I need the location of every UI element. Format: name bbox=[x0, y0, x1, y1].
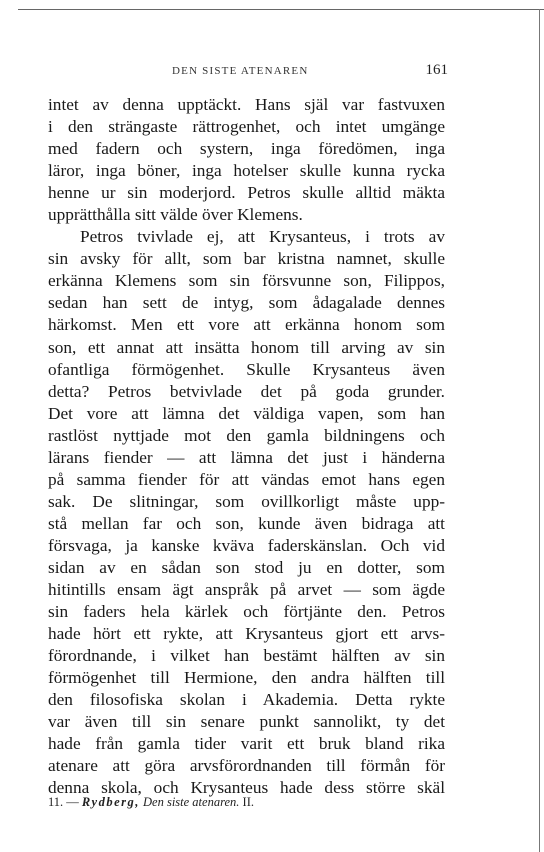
text-line: sidan av en sådan son stod ju en dotter, som bbox=[48, 557, 445, 577]
right-border-rule bbox=[539, 9, 540, 852]
text-line: stå mellan far och son, kunde även bidraga att bbox=[48, 513, 445, 533]
text-line: denna skola, och Krysanteus hade dess större skäl bbox=[48, 778, 445, 798]
text-line: på samma fiender för att vändas emot hans egen bbox=[48, 469, 445, 489]
page-number: 161 bbox=[425, 62, 448, 78]
text-line: läror, inga böner, inga hotelser skulle kunna rycka bbox=[48, 161, 445, 181]
text-line: i den strängaste rättrogenhet, och intet umgänge bbox=[48, 117, 445, 137]
body-text bbox=[48, 94, 445, 800]
text-line: upprätthålla sitt välde över Klemens. bbox=[48, 205, 303, 225]
signature-footer bbox=[48, 795, 254, 810]
text-line: henne ur sin moderjord. Petros skulle alltid mäkta bbox=[48, 183, 445, 203]
text-line: son, ett annat att insätta honom till arving av sin bbox=[48, 337, 445, 357]
text-line: lärans fiender — att lämna det just i händerna bbox=[48, 447, 445, 467]
text-line: rastlöst nyttjade mot den gamla bildningens och bbox=[48, 425, 445, 445]
text-line: sin avsky för allt, som bar kristna namnet, skulle bbox=[48, 249, 445, 269]
text-line: hade hört ett rykte, att Krysanteus gjort ett arvs- bbox=[48, 624, 445, 644]
text-line: hade från gamla tider varit ett bruk bland rika bbox=[48, 734, 445, 754]
text-line: erkänna Klemens som sin försvunne son, Filippos, bbox=[48, 271, 445, 291]
text-line: atenare att göra arvsförordnanden till förmån för bbox=[48, 756, 445, 776]
footer-author: Rydberg, bbox=[81, 795, 140, 809]
signature-mark: 11. bbox=[48, 795, 64, 809]
text-line: med fadern och systern, inga föredömen, inga bbox=[48, 139, 445, 159]
text-line: sak. De slitningar, som ovillkorligt måste upp- bbox=[48, 491, 445, 511]
text-line: var även till sin senare punkt sannolikt, ty det bbox=[48, 712, 445, 732]
text-line: Det vore att lämna det väldiga vapen, som han bbox=[48, 403, 445, 423]
text-line: förmögenhet till Hermione, den andra hälften till bbox=[48, 668, 445, 688]
text-line: sin faders hela kärlek och förtjänte den. Petros bbox=[48, 602, 445, 622]
text-line: hitintills ensam ägt anspråk på arvet — som ägde bbox=[48, 580, 445, 600]
paragraph-first-line: Petros tvivlade ej, att Krysanteus, i trots av bbox=[80, 227, 445, 247]
footer-dash: — bbox=[66, 795, 79, 809]
text-line: detta? Petros betvivlade det på goda grunder. bbox=[48, 381, 445, 401]
running-head: DEN SISTE ATENAREN bbox=[172, 65, 309, 77]
page-header bbox=[48, 63, 448, 81]
top-border-rule bbox=[18, 9, 544, 10]
text-line: ofantliga förmögenhet. Skulle Krysanteus även bbox=[48, 359, 445, 379]
footer-title: Den siste atenaren. bbox=[143, 795, 240, 809]
text-line: förordnande, i vilket han bestämt hälften av sin bbox=[48, 646, 445, 666]
text-line: härkomst. Men ett vore att erkänna honom som bbox=[48, 315, 445, 335]
text-line: intet av denna upptäckt. Hans själ var fastvuxen bbox=[48, 95, 445, 114]
text-line: försvaga, ja kanske kväva faderskänslan. Och vid bbox=[48, 535, 445, 555]
text-line: sedan han sett de intyg, som ådagalade dennes bbox=[48, 293, 445, 313]
text-line: den filosofiska skolan i Akademia. Detta rykte bbox=[48, 690, 445, 710]
footer-volume: II. bbox=[242, 795, 254, 809]
